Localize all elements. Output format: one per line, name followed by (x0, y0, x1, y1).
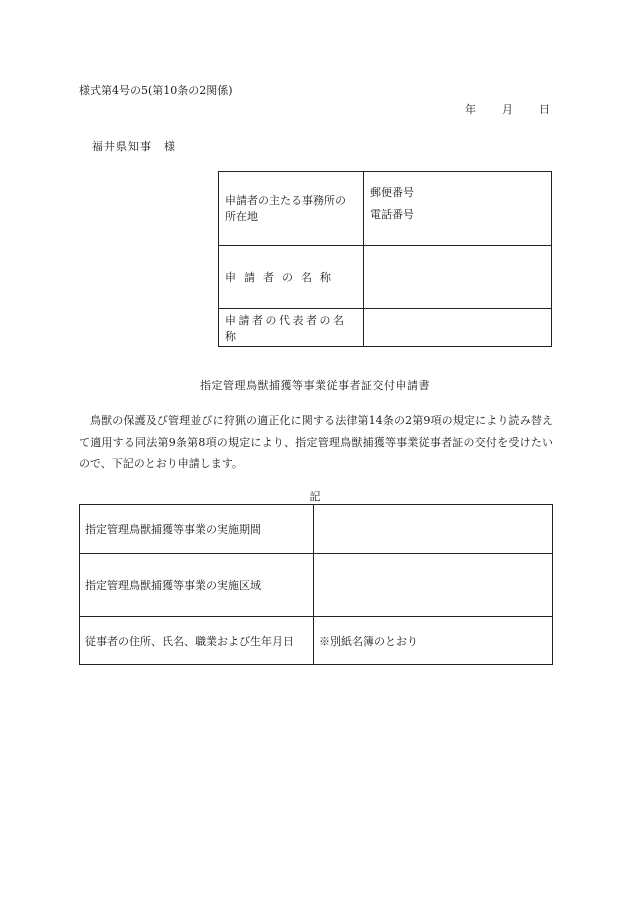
addressee: 福井県知事 様 (92, 140, 176, 153)
applicant-name-row (219, 246, 552, 309)
period-label: 指定管理鳥獣捕獲等事業の実施期間 (80, 505, 314, 554)
date-month-label: 月 (502, 103, 513, 116)
ki-heading: 記 (309, 490, 321, 503)
office-label-cell (219, 172, 364, 246)
date-year-label: 年 (465, 103, 476, 116)
workers-row (80, 617, 553, 665)
form-number: 様式第4号の5(第10条の2関係) (79, 84, 233, 97)
area-value-cell[interactable] (314, 554, 553, 617)
postal-code-label: 郵便番号 (370, 186, 414, 199)
phone-number-label: 電話番号 (370, 208, 414, 221)
document-title: 指定管理鳥獣捕獲等事業従事者証交付申請書 (200, 379, 430, 392)
applicant-name-value-cell[interactable] (364, 246, 552, 309)
applicant-rep-label: 申請者の代表者の名称 (219, 309, 364, 347)
area-row (80, 554, 553, 617)
workers-value: ※別紙名簿のとおり (314, 617, 553, 665)
applicant-table (218, 171, 552, 347)
period-row (80, 505, 553, 554)
details-table (79, 504, 553, 665)
area-label: 指定管理鳥獣捕獲等事業の実施区域 (80, 554, 314, 617)
workers-label: 従事者の住所、氏名、職業および生年月日 (80, 617, 314, 665)
office-value-cell[interactable] (364, 172, 552, 246)
applicant-rep-value-cell[interactable] (364, 309, 552, 347)
applicant-rep-row (219, 309, 552, 347)
office-label-line1: 申請者の主たる事務所の (225, 193, 346, 207)
applicant-office-row (219, 172, 552, 246)
office-label-line2: 所在地 (225, 209, 258, 223)
applicant-name-label: 申請者の名称 (219, 246, 364, 309)
body-paragraph: 鳥獣の保護及び管理並びに狩猟の適正化に関する法律第14条の2第9項の規定により読み替えて適用する同法第9条第8項の規定により、指定管理鳥獣捕獲等事業従事者証の交付を受けたいので、下記のとおり申請します。 (79, 414, 553, 470)
period-value-cell[interactable] (314, 505, 553, 554)
date-line (465, 101, 550, 117)
date-day-label: 日 (539, 103, 550, 116)
